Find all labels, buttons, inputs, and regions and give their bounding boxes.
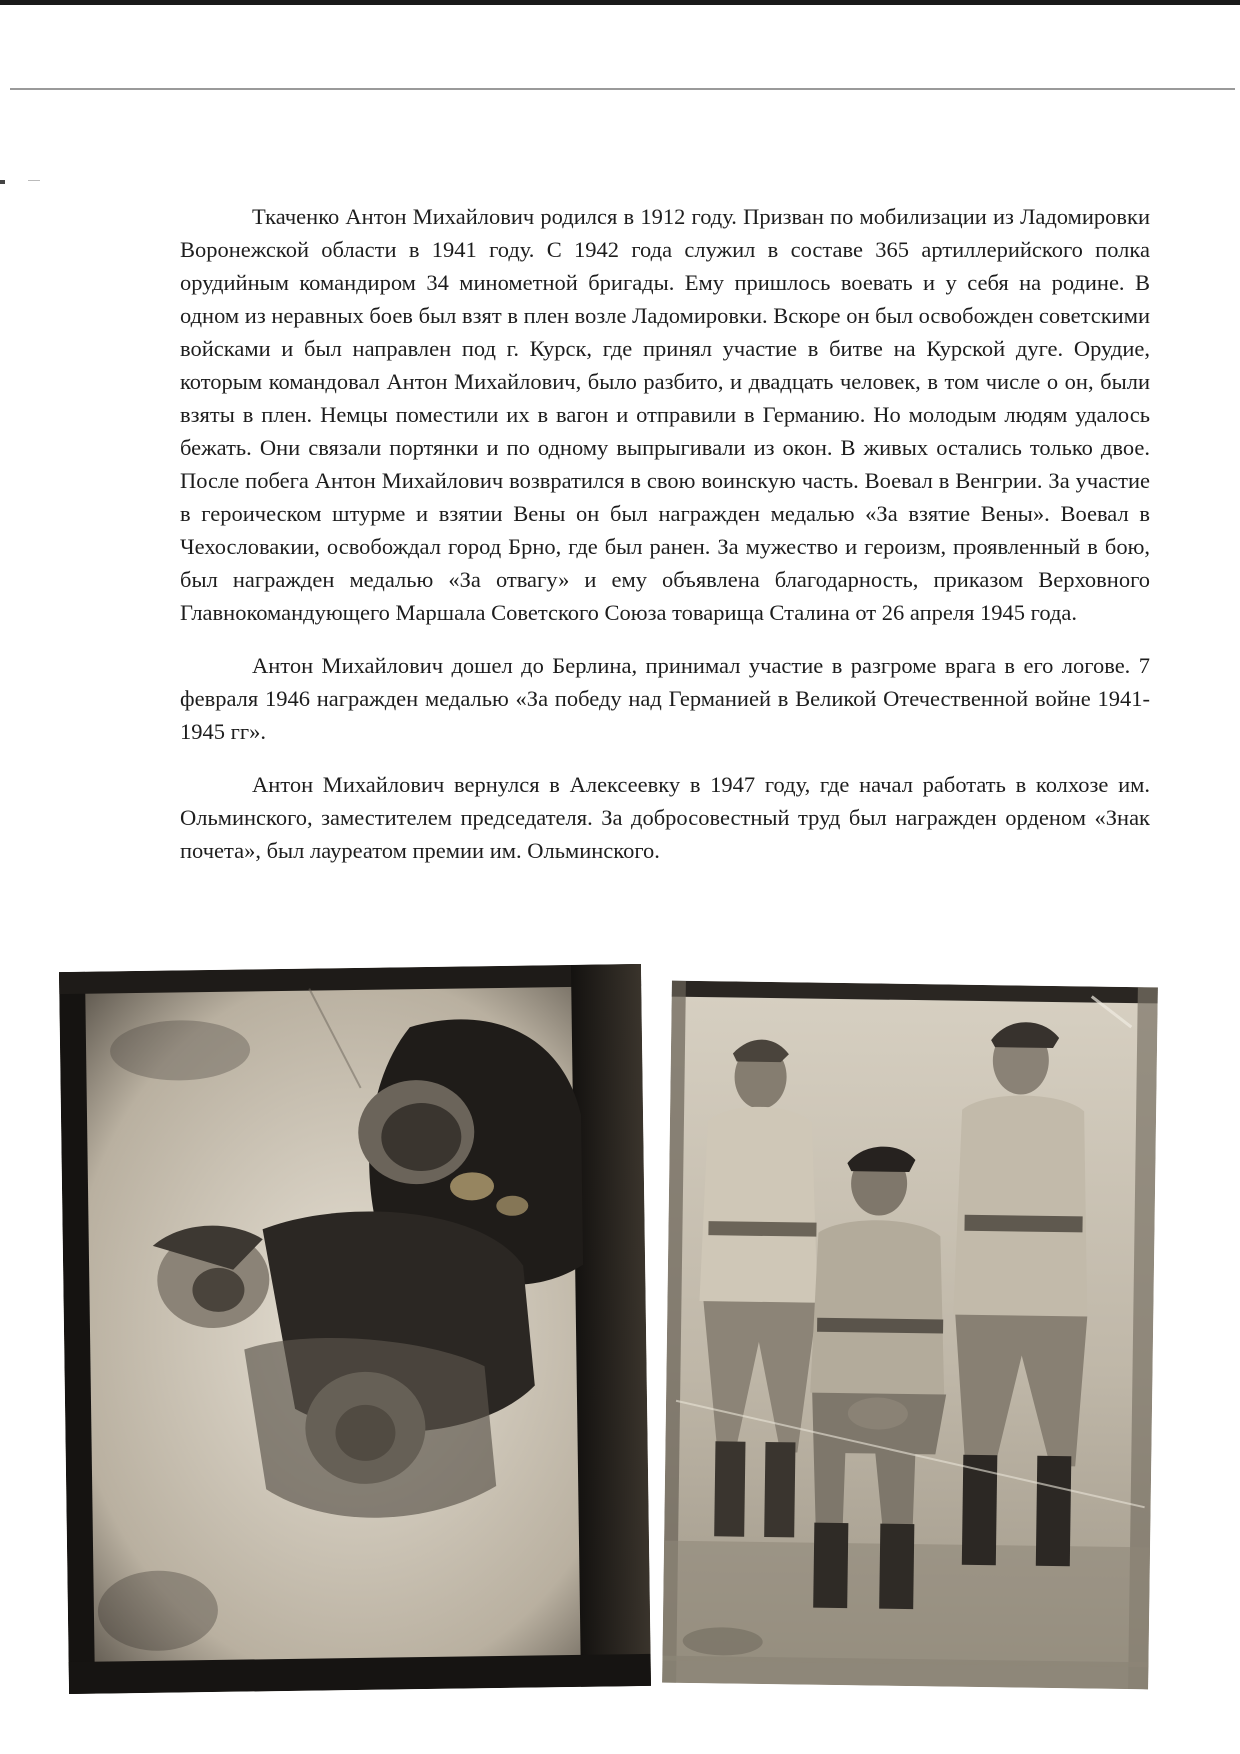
paragraph-berlin: Антон Михайлович дошел до Берлина, принимал участие в разгроме врага в его логове. 7 февраля 1946 награжден медалью «За победу над Германией в Великой Отечественной войне 1941-1945 гг». [180, 653, 1150, 744]
scan-horizontal-line [10, 88, 1235, 90]
paragraph-biography: Ткаченко Антон Михайлович родился в 1912 году. Призван по мобилизации из Ладомировки Воронежской области в 1941 году. С 1942 года служил в составе 365 артиллерийского полка орудийным командиром 34 минометной бригады. Ему пришлось воевать и у себя на родине. В одном из неравных боев был взят в плен возле Ладомировки. Вскоре он был освобожден советскими войсками и был направлен под г. Курск, где принял участие в битве на Курской дуге. Орудие, которым командовал Антон Михайлович, было разбито, и двадцать человек, в том числе о он, были взяты в плен. Немцы поместили их в вагон и отправили в Германию. Но молодым людям удалось бежать. Они связали портянки и по одному выпрыгивали из окон. В живых остались только двое. После побега Антон Михайлович возвратился в свою воинскую часть. Воевал в Венгрии. За участие в героическом штурме и взятии Вены он был награжден медалью «За взятие Вены». Воевал в Чехословакии, освобождал город Брно, где был ранен. За мужество и героизм, проявленный в бою, был награжден медалью «За отвагу» и ему объявлена благодарность, приказом Верховного Главнокомандующего Маршала Советского Союза товарища Сталина от 26 апреля 1945 года. [180, 204, 1150, 625]
scan-top-edge [0, 0, 1240, 5]
scan-left-mark [0, 180, 5, 184]
biography-text [180, 200, 1150, 887]
paragraph-postwar: Антон Михайлович вернулся в Алексеевку в 1947 году, где начал работать в колхозе им. Ольминского, заместителем председателя. За добросовестный труд был награжден орденом «Знак почета», был лауреатом премии им. Ольминского. [180, 772, 1150, 863]
scan-tick-mark [28, 180, 40, 181]
photo-three-soldiers [662, 981, 1158, 1690]
photo-soldiers-rotated [59, 964, 651, 1694]
